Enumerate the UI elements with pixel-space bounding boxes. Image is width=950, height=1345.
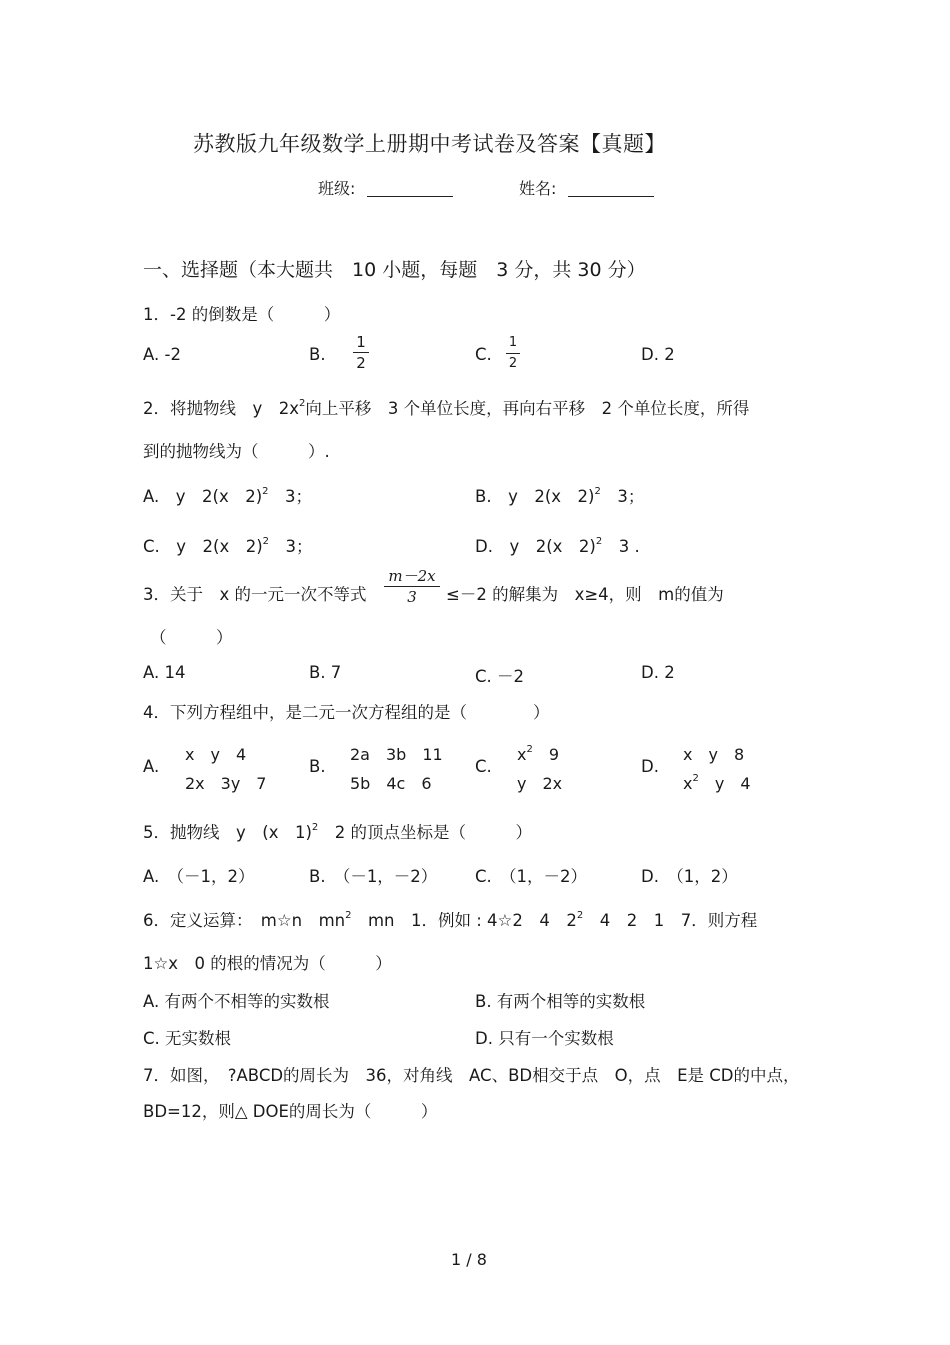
q1-option-b-fraction — [353, 333, 369, 372]
q4-option-c-label: C. — [475, 757, 492, 776]
q6-option-b: B. 有两个相等的实数根 — [475, 992, 646, 1011]
question-3-stem-b: ≤－2 的解集为 x≥4，则 m的值为 — [446, 585, 724, 604]
q4-option-a-row1: x y 4 — [185, 745, 247, 764]
fraction-numerator: m－2x — [388, 567, 436, 585]
q3-option-a: A. 14 — [143, 663, 186, 682]
q3-option-c: C. －2 — [475, 667, 525, 686]
q4-option-c-row2: y 2x — [517, 774, 563, 793]
q1-option-a: A. -2 — [143, 345, 181, 364]
q2-stem-part: 2．将抛物线 y 2x — [143, 399, 300, 418]
question-7-stem-line2: BD=12，则△ DOE的周长为（ ） — [143, 1102, 438, 1121]
q6-stem-part: mn 1．例如 : 4☆2 4 2 — [351, 911, 577, 930]
superscript: 2 — [311, 822, 319, 833]
question-2-stem-line2: 到的抛物线为（ ）. — [143, 442, 330, 461]
superscript: 2 — [692, 773, 699, 784]
q2-option-b — [475, 483, 644, 507]
q1-option-b-label: B. — [309, 345, 326, 364]
q4-option-d-row2 — [683, 771, 751, 794]
name-blank — [568, 180, 654, 197]
class-label: 班级: — [318, 179, 356, 198]
q4-option-b-label: B. — [309, 757, 326, 776]
question-3-stem-a: 3．关于 x 的一元一次不等式 — [143, 585, 367, 604]
fraction-numerator: 1 — [356, 333, 366, 351]
fraction-bar — [506, 353, 520, 354]
q4-option-a-row2: 2x 3y 7 — [185, 774, 267, 793]
q5-option-b: B. （－1，－2） — [309, 867, 438, 886]
question-7-stem: 7．如图， ?ABCD的周长为 36，对角线 AC、BD相交于点 O，点 E是 CD的中点， — [143, 1066, 800, 1085]
option-text: 3； — [600, 487, 645, 506]
fraction-bar — [384, 586, 440, 587]
q2-option-d — [475, 533, 640, 557]
superscript: 2 — [299, 398, 306, 409]
superscript: 2 — [526, 744, 533, 755]
fraction-numerator: 1 — [508, 335, 518, 350]
q3-option-d: D. 2 — [641, 663, 675, 682]
question-5-stem — [143, 819, 532, 843]
section-heading: 一、选择题（本大题共 10 小题，每题 3 分，共 30 分） — [143, 259, 646, 281]
page-number: 1 / 8 — [451, 1250, 487, 1269]
fraction-bar — [353, 352, 369, 353]
q1-option-c-label: C. — [475, 345, 492, 364]
fraction-denominator: 2 — [508, 356, 518, 371]
q2-stem-part: 向上平移 3 个单位长度，再向右平移 2 个单位长度，所得 — [305, 399, 750, 418]
superscript: 2 — [595, 536, 603, 547]
q6-stem-part: 6．定义运算： m☆n mn — [143, 911, 346, 930]
q2-option-a — [143, 483, 312, 507]
row-text: x — [517, 745, 527, 764]
question-6-stem-line2: 1☆x 0 的根的情况为（ ） — [143, 954, 392, 973]
q6-stem-part: 4 2 1 7．则方程 — [583, 911, 758, 930]
name-field — [519, 176, 654, 199]
row-text: x — [683, 774, 693, 793]
option-text: B. y 2(x 2) — [475, 487, 595, 506]
q5-option-d: D. （1，2） — [641, 867, 738, 886]
q5-option-c: C. （1，－2） — [475, 867, 588, 886]
option-text: A. y 2(x 2) — [143, 487, 263, 506]
row-text: y 4 — [698, 774, 751, 793]
option-text: 3； — [268, 487, 313, 506]
q5-stem-part: 2 的顶点坐标是（ ） — [318, 823, 533, 842]
option-text: 3 . — [602, 537, 640, 556]
superscript: 2 — [594, 486, 601, 497]
question-4-stem: 4．下列方程组中，是二元一次方程组的是（ ） — [143, 703, 550, 722]
name-label: 姓名: — [519, 179, 557, 198]
q6-option-a: A. 有两个不相等的实数根 — [143, 992, 330, 1011]
q5-stem-part: 5．抛物线 y (x 1) — [143, 823, 312, 842]
fraction-denominator: 2 — [356, 354, 366, 372]
page-title: 苏教版九年级数学上册期中考试卷及答案【真题】 — [193, 132, 666, 156]
row-text: 9 — [532, 745, 560, 764]
q4-option-d-label: D. — [641, 757, 659, 776]
superscript: 2 — [345, 910, 352, 921]
q1-option-c-fraction — [506, 334, 520, 373]
q4-option-a-label: A. — [143, 757, 160, 776]
question-1-stem: 1．-2 的倒数是（ ） — [143, 305, 341, 324]
question-6-stem — [143, 907, 757, 931]
q4-option-d-row1: x y 8 — [683, 745, 745, 764]
fraction-denominator: 3 — [407, 588, 417, 606]
option-text: C. y 2(x 2) — [143, 537, 263, 556]
q3-inequality-fraction — [384, 567, 440, 606]
class-blank — [367, 180, 453, 197]
q2-option-c — [143, 533, 313, 557]
q4-option-c-row1 — [517, 742, 559, 765]
question-3-stem-line2: （ ） — [150, 628, 233, 647]
question-2-stem — [143, 395, 749, 419]
q5-option-a: A. （－1，2） — [143, 867, 255, 886]
q3-option-b: B. 7 — [309, 663, 342, 682]
superscript: 2 — [576, 910, 584, 921]
option-text: D. y 2(x 2) — [475, 537, 596, 556]
q1-option-d: D. 2 — [641, 345, 675, 364]
superscript: 2 — [262, 486, 269, 497]
q4-option-b-row2: 5b 4c 6 — [350, 774, 432, 793]
class-field — [318, 176, 453, 199]
q6-option-d: D. 只有一个实数根 — [475, 1029, 614, 1048]
q6-option-c: C. 无实数根 — [143, 1029, 232, 1048]
option-text: 3； — [269, 537, 313, 556]
q4-option-b-row1: 2a 3b 11 — [350, 745, 443, 764]
superscript: 2 — [262, 536, 270, 547]
